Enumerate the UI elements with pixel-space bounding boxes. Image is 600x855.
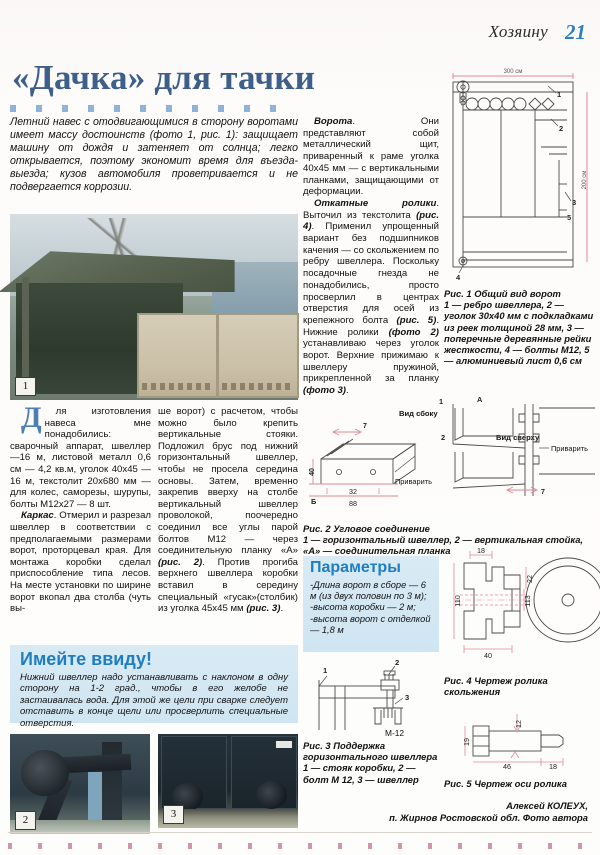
fig2-callout-2: 2 xyxy=(441,433,446,442)
fig2-dim-B: Б xyxy=(311,497,317,506)
fig2-dim-40: 40 xyxy=(309,468,316,476)
fig3-callout-2: 2 xyxy=(395,658,400,667)
fig1-callout-4: 4 xyxy=(456,273,461,282)
figure-4-caption xyxy=(444,675,596,697)
col-c-text5: устанавливаю через уголок ворот. Верхние прижимаю к швеллеру пружиной, прикрепленной за планку xyxy=(303,338,439,385)
col-c-ref2: (рис. 5) xyxy=(396,314,437,326)
fig2-callout-1: 1 xyxy=(439,397,444,406)
fig4-dim-22: 22 xyxy=(525,575,534,583)
fig2-callout-A: А xyxy=(477,395,483,404)
fig1-legend: 1 — ребро швеллера, 2 — уголок 30х40 мм с подкладками из реек толщиной 28 мм, 3 — поперечные деревянные рейки жесткости, 4 — болты М12, 5 — алюминиевый лист 0,6 см xyxy=(444,299,594,367)
fig4-dim-40: 40 xyxy=(484,651,492,660)
col-c-text6: . xyxy=(346,385,349,397)
fig1-callout-3: 3 xyxy=(572,198,577,207)
fig2-dim-7: 7 xyxy=(363,423,367,430)
photo-badge: 3 xyxy=(163,805,184,824)
fig5-title: Рис. 5 Чертеж оси ролика xyxy=(444,778,567,789)
section-title: Хозяину xyxy=(488,22,548,41)
fig1-callout-5: 5 xyxy=(567,213,572,222)
fig2-dim-7b: 7 xyxy=(541,489,545,496)
fig5-dim-12: 12 xyxy=(514,720,523,728)
fig1-callout-1: 1 xyxy=(557,90,562,99)
article-title: «Дачка» для тачки xyxy=(12,58,316,97)
author-name: Алексей КОЛЕУХ, xyxy=(506,800,588,811)
col-a-text2: . Отмерил и разрезал швеллер в соответствии с предполагаемыми размерами ворот, проторцевал края. Для монтажа коробки сделал приспособление типа лесов. На месте установки по ширине ворот вкопал два столба (чуть вы- xyxy=(10,510,151,615)
fig2-legend: 1 — горизонтальный швеллер, 2 — вертикальная стойка, «А» — соединительная планка xyxy=(303,534,584,557)
tip-title: Имейте ввиду! xyxy=(20,649,153,669)
col-b-text2: . Против прогиба верхнего швеллера коробки вставил в середину специальный «гусак»(столбик) из уголка 45х45 мм xyxy=(158,556,298,615)
title-divider xyxy=(10,105,295,112)
fig4-dim-18: 18 xyxy=(477,546,485,555)
photo-roller-right xyxy=(256,781,287,809)
photo-gate-right xyxy=(217,313,299,399)
parameter-item: -высота коробки — 2 м; xyxy=(310,602,416,613)
figure-5-caption xyxy=(444,778,596,789)
col-c-ref1: (рис. 4) xyxy=(303,209,439,233)
photo-badge: 1 xyxy=(15,377,36,396)
photo-pole xyxy=(22,277,29,389)
fig3-callout-3: 3 xyxy=(405,693,410,702)
fig3-bolt-label: М-12 xyxy=(385,728,405,738)
fig3-title: Рис. 3 Поддержка горизонтального швеллера xyxy=(303,740,438,763)
page-number: 21 xyxy=(565,20,586,44)
figure-5-drawing xyxy=(455,714,595,776)
fig4-dim-110: 110 xyxy=(453,595,462,607)
fig5-dim-46: 46 xyxy=(503,762,511,771)
author-credit xyxy=(328,800,588,823)
col-c-ref3: (фото 2) xyxy=(388,326,439,338)
parameters-body xyxy=(310,580,434,636)
fig2-dim-32: 32 xyxy=(349,487,357,496)
col-c-text2: . Выточил из текстолита xyxy=(303,197,439,221)
parameter-item: -высота ворот с отделкой — 1,8 м xyxy=(310,613,431,635)
photo-lower-roller xyxy=(10,734,150,834)
footer-rule xyxy=(8,843,592,849)
figure-1-drawing xyxy=(445,62,595,287)
photo-carport xyxy=(10,214,298,400)
fig1-callout-2: 2 xyxy=(559,124,564,133)
col-b-ref2: (рис. 3) xyxy=(246,603,281,615)
fig2-view-top: Вид сверху xyxy=(496,433,540,442)
body-column-a xyxy=(10,401,151,615)
fig1-dim-side: 200 см xyxy=(582,170,588,190)
dropcap: Д xyxy=(21,401,42,434)
fig3-callout-1: 1 xyxy=(323,666,328,675)
col-a-text: ля изготовления навеса мне понадобились: сварочный аппарат, швеллер —16 м, листовой металл 0,6 см — 4,2 кв.м, уголок 40х45 —16 м, текстолит 20х680 мм — для колес, саморезы, шурупы, болты М12х27 — 8 шт. xyxy=(10,406,151,510)
figure-3-caption xyxy=(303,740,439,785)
figure-2-drawing xyxy=(303,395,597,522)
fig3-legend: 1 — стояк коробки, 2 — болт М 12, 3 — швеллер xyxy=(303,762,419,785)
parameters-box xyxy=(303,556,439,652)
col-c-text3: . Применил упрощенный вариант без подшипников качения — со скольжением по ребру швеллера. Поскольку посадочные гнезда не понадобились, просто просверлил в центрах отверстия для осей из крепежного болта xyxy=(303,221,439,326)
parameter-item: -Длина ворот в сборе — 6 м (из двух половин по 3 м); xyxy=(310,580,427,602)
body-column-b xyxy=(158,406,298,615)
tip-box xyxy=(10,645,298,729)
photo-roller xyxy=(21,750,69,796)
fig2-view-side: Вид сбоку xyxy=(399,409,438,418)
col-b-text: ше ворот) с расчетом, чтобы можно было крепить вертикальные стояки. Подложил брус под нижний горизонтальный швеллер, чтобы не просела середина основы. Затем, временно закрепив вверху на столбе вертикальный швеллер проволокой, поочередно соединил все углы парой болтов М12 — через соединительную планку «А» xyxy=(158,406,298,557)
tip-body: Нижний швеллер надо устанавливать с наклоном в одну сторону на 1-2 град., чтобы в его желобе не застаивалась вода. Для этой же цели при сварке следует отставить в конце щели или просверлить специальные отверстия. xyxy=(20,672,288,729)
fig4-dim-113: 113 xyxy=(523,595,532,607)
lead-paragraph: Летний навес с отодвигающимися в сторону воротами имеет массу достоинств (фото 1, рис. 1): защищает машину от дождя и затеняет от солнца; легко открывается, поэтому экономит время для въезда-выезда; кузов автомобиля проветривается и не подвергается коррозии. xyxy=(10,116,298,194)
col-c-subhead-1: Ворота xyxy=(314,116,353,127)
col-c-subhead-2: Откатные ролики xyxy=(314,197,437,209)
fig2-weld-right: Приварить xyxy=(551,444,588,453)
fig5-dim-18: 18 xyxy=(549,762,557,771)
body-column-c xyxy=(303,116,439,397)
fig2-title: Рис. 2 Угловое соединение xyxy=(303,523,430,534)
figure-4-drawing xyxy=(440,545,598,663)
footer-divider xyxy=(8,832,592,833)
col-b-text3: . xyxy=(280,603,284,615)
col-c-text4: . Нижние ролики xyxy=(303,314,439,338)
fig2-weld-left: Приварить xyxy=(395,477,432,486)
figure-1-caption xyxy=(444,288,596,366)
page-header xyxy=(0,0,600,52)
parameters-title: Параметры xyxy=(310,559,401,576)
fig1-dim-top: 300 см xyxy=(503,69,523,75)
figure-3-drawing xyxy=(305,660,435,738)
col-c-text1: . Они представляют собой металлический щит, приваренный к раме уголка 40х45 мм — с вертикальными планками, защищающими от деформации. xyxy=(303,116,439,198)
photo-badge: 2 xyxy=(15,811,36,830)
fig4-title: Рис. 4 Чертеж ролика скольжения xyxy=(444,675,548,698)
fig1-title: Рис. 1 Общий вид ворот xyxy=(444,288,561,299)
photo-gate-rollers xyxy=(158,734,298,828)
fig2-dim-88: 88 xyxy=(349,499,357,508)
photo-gate-left xyxy=(137,313,219,399)
col-c-ref4: (фото 3) xyxy=(303,385,347,397)
col-a-subhead: Каркас xyxy=(21,510,54,522)
fig5-dim-19: 19 xyxy=(462,738,471,746)
col-b-ref1: (рис. 2) xyxy=(158,556,203,568)
author-place: п. Жирнов Ростовской обл. Фото автора xyxy=(389,811,588,823)
